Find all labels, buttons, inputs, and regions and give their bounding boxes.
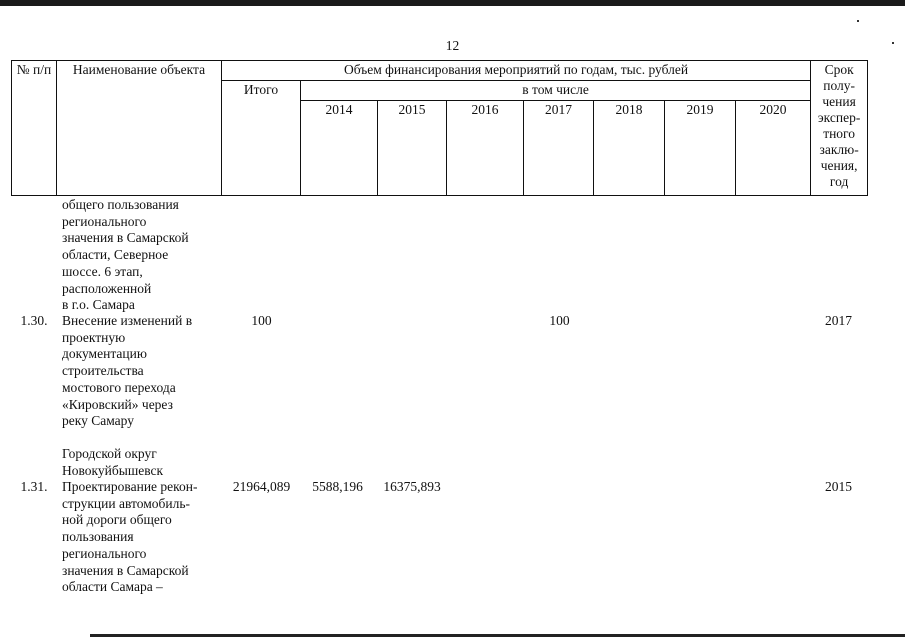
section-heading xyxy=(62,446,222,479)
row-value-2014: 5588,196 xyxy=(312,479,363,494)
table-row-name xyxy=(62,313,222,430)
table-row-continuation-name xyxy=(62,197,222,314)
row-total: 100 xyxy=(251,313,272,328)
name-line: значения в Самарской xyxy=(62,562,189,578)
name-line: «Кировский» через xyxy=(62,396,173,412)
row-total: 21964,089 xyxy=(232,479,291,494)
header-col-term: Срок полу- чения экспер- тного заклю- чения, год xyxy=(811,61,868,196)
header-col-total: Итого xyxy=(222,81,301,196)
header-year: 2019 xyxy=(665,101,736,196)
name-line: расположенной xyxy=(62,280,152,296)
scan-speck xyxy=(857,20,859,22)
name-line: в г.о. Самара xyxy=(62,297,135,313)
header-year: 2015 xyxy=(378,101,447,196)
row-number: 1.30. xyxy=(20,313,48,328)
name-line: мостового перехода xyxy=(62,379,176,395)
name-line: значения в Самарской xyxy=(62,230,189,246)
name-line: реку Самару xyxy=(62,413,134,429)
name-line: регионального xyxy=(62,545,147,561)
header-year: 2020 xyxy=(736,101,811,196)
name-line: Городской округ xyxy=(62,446,157,461)
name-line: пользования xyxy=(62,529,134,545)
name-line: области, Северное xyxy=(62,247,169,263)
header-year: 2016 xyxy=(447,101,524,196)
name-line: струкции автомобиль- xyxy=(62,495,191,511)
name-line: области Самара – xyxy=(62,579,163,595)
row-number: 1.31. xyxy=(20,479,48,494)
scan-bottom-border xyxy=(90,634,905,637)
row-value-2017: 100 xyxy=(549,313,570,328)
header-year: 2018 xyxy=(594,101,665,196)
header-col-number: № п/п xyxy=(12,61,57,196)
row-value-2015: 16375,893 xyxy=(383,479,441,494)
name-line: общего пользования xyxy=(62,197,179,212)
name-line: ной дороги общего xyxy=(62,512,172,528)
name-line: Проектирование рекон- xyxy=(62,479,198,494)
name-line: Внесение изменений в xyxy=(62,313,193,328)
header-col-name: Наименование объекта xyxy=(57,61,222,196)
name-line: строительства xyxy=(62,363,144,379)
name-line: проектную xyxy=(62,329,126,345)
row-term: 2017 xyxy=(825,313,852,328)
name-line: шоссе. 6 этап, xyxy=(62,263,143,279)
header-col-funding: Объем финансирования мероприятий по годам, тыс. рублей xyxy=(222,61,811,81)
page-number: 12 xyxy=(445,38,460,53)
header-col-incl: в том числе xyxy=(301,81,811,101)
scan-top-border xyxy=(0,0,905,6)
name-line: Новокуйбышевск xyxy=(62,462,164,478)
table-row-name xyxy=(62,479,222,596)
header-year: 2017 xyxy=(524,101,594,196)
name-line: документацию xyxy=(62,346,147,362)
table-header xyxy=(11,60,868,196)
name-line: регионального xyxy=(62,213,147,229)
row-term: 2015 xyxy=(825,479,852,494)
header-year: 2014 xyxy=(301,101,378,196)
